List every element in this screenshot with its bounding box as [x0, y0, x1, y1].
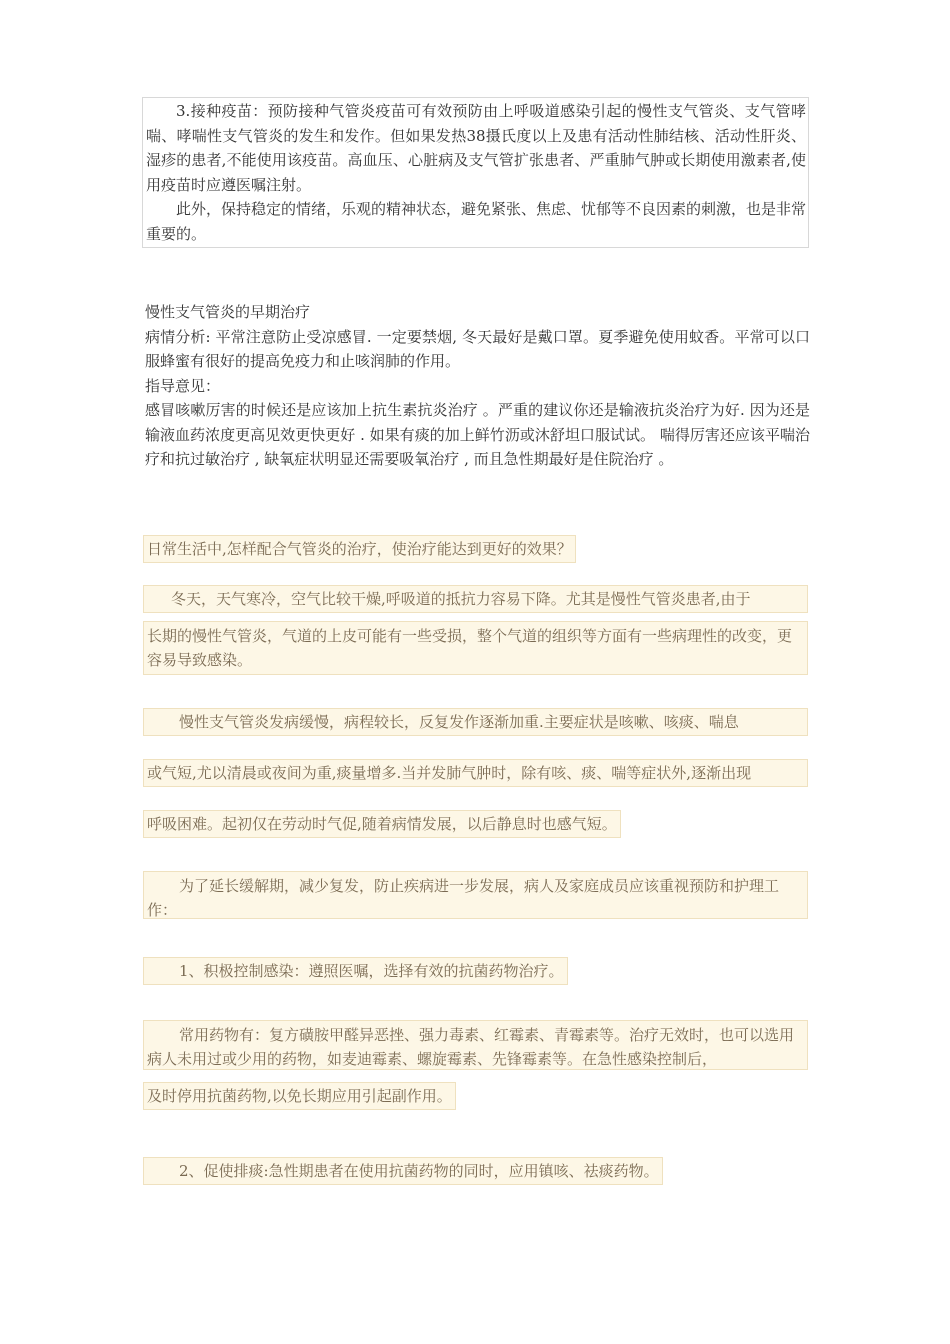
question-heading: 日常生活中,怎样配合气管炎的治疗，使治疗能达到更好的效果？	[143, 535, 576, 563]
symptom-text-1: 慢性支气管炎发病缓慢，病程较长，反复发作逐渐加重.主要症状是咳嗽、咳痰、喘息	[179, 713, 739, 731]
symptom-line-3: 呼吸困难。起初仅在劳动时气促,随着病情发展，以后静息时也感气短。	[143, 810, 621, 838]
symptom-line-2: 或气短,尤以清晨或夜间为重,痰量增多.当并发肺气肿时，除有咳、痰、喘等症状外,逐渐出现	[143, 759, 808, 787]
drugs-text: 常用药物有：复方磺胺甲醛异恶挫、强力毒素、红霉素、青霉素等。治疗无效时，也可以选用病人未用过或少用的药物，如麦迪霉素、螺旋霉素、先锋霉素等。在急性感染控制后，	[147, 1026, 795, 1068]
condition-analysis: 病情分析: 平常注意防止受凉感冒. 一定要禁烟, 冬天最好是戴口罩。夏季避免使用蚊香。平常可以口服蜂蜜有很好的提高免疫力和止咳润肺的作用。	[145, 327, 810, 370]
prevention-block	[143, 871, 808, 919]
vaccine-paragraph: 3.接种疫苗：预防接种气管炎疫苗可有效预防由上呼吸道感染引起的慢性支气管炎、支气管哮喘、哮喘性支气管炎的发生和发作。但如果发热38摄氏度以上及患有活动性肺结核、活动性肝炎、湿疹的患者,不能使用该疫苗。高血压、心脏病及支气管扩张患者、严重肺气肿或长期使用激素者,使用疫苗时应遵医嘱注射。	[146, 102, 806, 194]
winter-line-2: 长期的慢性气管炎，气道的上皮可能有一些受损，整个气道的组织等方面有一些病理性的改变，更容易导致感染。	[143, 621, 808, 675]
guidance-text: 感冒咳嗽厉害的时候还是应该加上抗生素抗炎治疗 。严重的建议你还是输液抗炎治疗为好. 因为还是输液血药浓度更高见效更快更好 . 如果有痰的加上鲜竹沥或沐舒坦口服试试。 喘得厉害还应该平喘治疗和抗过敏治疗 , 缺氧症状明显还需要吸氧治疗 , 而且急性期最好是住院治疗 。	[145, 401, 810, 468]
winter-text-1: 冬天，天气寒冷，空气比较干燥,呼吸道的抵抗力容易下降。尤其是慢性气管炎患者,由于	[171, 590, 751, 608]
drugs-block	[143, 1020, 808, 1070]
prevention-text: 为了延长缓解期，减少复发，防止疾病进一步发展，病人及家庭成员应该重视预防和护理工作：	[147, 877, 780, 919]
winter-line-1	[143, 585, 808, 613]
emotion-paragraph: 此外，保持稳定的情绪，乐观的精神状态，避免紧张、焦虑、忧郁等不良因素的刺激，也是非常重要的。	[146, 200, 807, 243]
item2-text: 2、促使排痰:急性期患者在使用抗菌药物的同时，应用镇咳、祛痰药物。	[179, 1162, 659, 1180]
section-title: 慢性支气管炎的早期治疗	[145, 303, 311, 321]
symptom-line-1	[143, 708, 808, 736]
early-treatment-section	[145, 300, 810, 472]
drugs-line-3: 及时停用抗菌药物,以免长期应用引起副作用。	[143, 1082, 456, 1110]
vaccine-section-box	[142, 97, 809, 248]
guidance-label: 指导意见：	[145, 376, 221, 395]
item-control-infection	[143, 957, 568, 985]
item-expectoration	[143, 1157, 663, 1185]
item1-text: 1、积极控制感染：遵照医嘱，选择有效的抗菌药物治疗。	[179, 962, 564, 980]
